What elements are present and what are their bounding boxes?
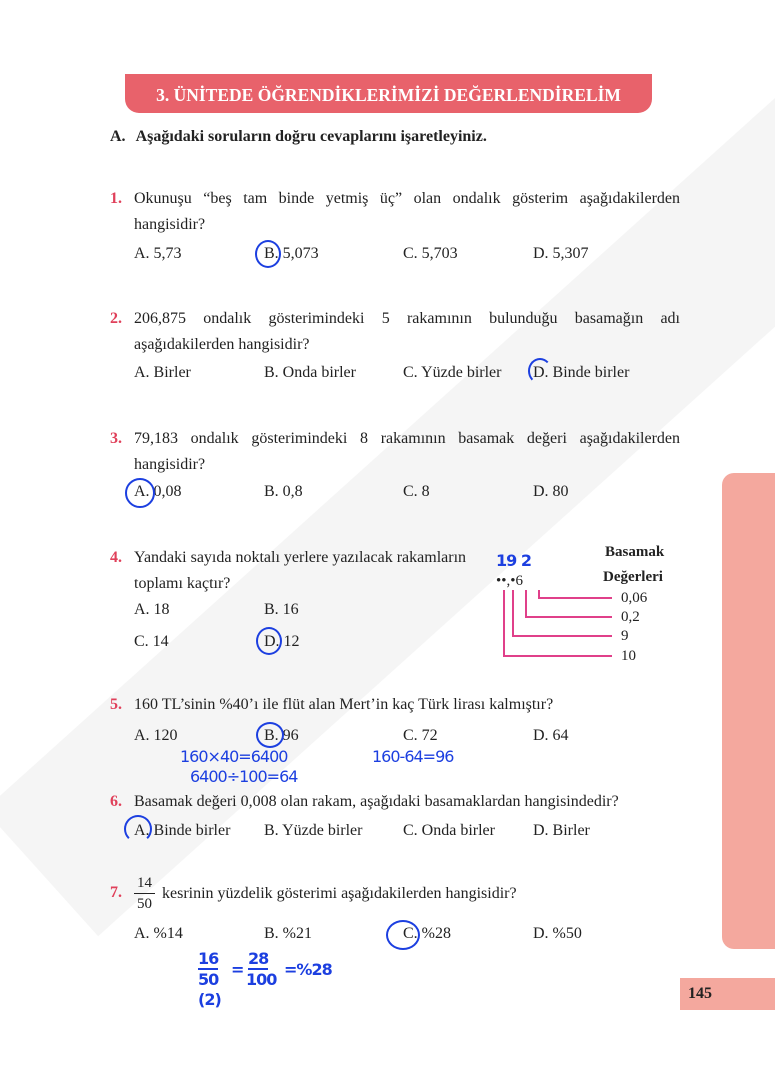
- option[interactable]: D. 5,307: [533, 245, 589, 262]
- question-4: [110, 545, 480, 597]
- option[interactable]: B. Yüzde birler: [264, 822, 363, 839]
- instruction: [110, 128, 497, 146]
- handwritten-work: 160×40=6400: [180, 747, 288, 766]
- answer-circle: [124, 815, 152, 843]
- question-text: 160 TL’sinin %40’ı ile flüt alan Mert’in kaç Türk lirası kalmıştır?: [134, 696, 554, 713]
- answer-circle: [255, 240, 281, 268]
- option[interactable]: B. Onda birler: [264, 364, 356, 381]
- option[interactable]: A. Binde birler: [134, 822, 231, 839]
- arrow-line: [525, 616, 612, 618]
- answer-circle: [125, 478, 155, 508]
- option[interactable]: C. Onda birler: [403, 822, 495, 839]
- option[interactable]: D. Binde birler: [533, 364, 630, 381]
- handwritten-work: 16: [198, 949, 219, 968]
- question-text: Yandaki sayıda noktalı yerlere yazılacak rakamların toplamı kaçtır?: [134, 549, 467, 592]
- place-value-number: ••,•6: [496, 573, 524, 589]
- handwritten-work: =%28: [284, 960, 332, 979]
- handwritten-work: (2): [198, 990, 221, 1009]
- option[interactable]: C. %28: [403, 925, 451, 942]
- handwritten-work: 100: [246, 970, 277, 989]
- arrow-line: [512, 635, 612, 637]
- option[interactable]: C. 5,703: [403, 245, 458, 262]
- option[interactable]: C. Yüzde birler: [403, 364, 502, 381]
- arrow-line: [512, 590, 514, 636]
- option[interactable]: A. 5,73: [134, 245, 182, 262]
- option[interactable]: A. 120: [134, 727, 178, 744]
- option[interactable]: B. 96: [264, 727, 299, 744]
- instruction-letter: A.: [110, 128, 126, 145]
- handwritten-work: =: [231, 960, 244, 979]
- place-value: 0,06: [621, 590, 648, 606]
- handwritten-work: 28: [248, 949, 269, 968]
- option[interactable]: D. %50: [533, 925, 582, 942]
- handwritten-work: 50: [198, 970, 219, 989]
- question-number: 6.: [110, 793, 122, 810]
- unit-header: 3. ÜNİTEDE ÖĞRENDİKLERİMİZİ DEĞERLENDİRELİM: [125, 74, 652, 113]
- fraction-denominator: 50: [137, 896, 152, 912]
- question-text: 206,875 ondalık gösterimindeki 5 rakamının bulunduğu basamağın adı aşağıdakilerden hangisidir?: [134, 310, 680, 353]
- question-text: kesrinin yüzdelik gösterimi aşağıdakilerden hangisidir?: [162, 885, 517, 902]
- place-value: 10: [621, 648, 636, 664]
- answer-circle: [256, 722, 284, 748]
- question-5: [110, 692, 680, 718]
- handwritten-work: 6400÷100=64: [190, 767, 298, 786]
- option[interactable]: B. %21: [264, 925, 312, 942]
- question-1: [110, 186, 680, 238]
- option[interactable]: A. 0,08: [134, 483, 182, 500]
- arrow-line: [538, 597, 612, 599]
- fraction: [134, 873, 155, 914]
- fraction-numerator: 14: [134, 873, 155, 894]
- question-number: 3.: [110, 430, 122, 447]
- instruction-text: Aşağıdaki soruların doğru cevaplarını işaretleyiniz.: [135, 128, 487, 145]
- answer-circle: [256, 627, 282, 655]
- option[interactable]: A. Birler: [134, 364, 191, 381]
- answer-circle: [386, 920, 420, 950]
- option[interactable]: B. 5,073: [264, 245, 319, 262]
- place-value: 9: [621, 628, 629, 644]
- option[interactable]: D. Birler: [533, 822, 590, 839]
- option[interactable]: D. 64: [533, 727, 569, 744]
- arrow-line: [525, 590, 527, 617]
- side-tab: [722, 473, 775, 949]
- question-number: 1.: [110, 190, 122, 207]
- question-3: [110, 426, 680, 478]
- question-number: 4.: [110, 549, 122, 566]
- arrow-line: [503, 590, 505, 656]
- question-text: Okunuşu “beş tam binde yetmiş üç” olan ondalık gösterim aşağıdakilerden hangisidir?: [134, 190, 680, 233]
- arrow-line: [503, 655, 612, 657]
- option[interactable]: B. 16: [264, 601, 299, 618]
- answer-circle: [528, 358, 552, 384]
- option[interactable]: D. 80: [533, 483, 569, 500]
- option[interactable]: B. 0,8: [264, 483, 303, 500]
- question-6: [110, 789, 680, 815]
- handwritten-work: 160-64=96: [372, 747, 454, 766]
- diagram-title: Basamak: [605, 544, 665, 560]
- question-number: 5.: [110, 696, 122, 713]
- place-value: 0,2: [621, 609, 640, 625]
- option[interactable]: C. 8: [403, 483, 430, 500]
- option[interactable]: A. %14: [134, 925, 183, 942]
- question-text: 79,183 ondalık gösterimindeki 8 rakamının basamak değeri aşağıdakilerden hangisidir?: [134, 430, 680, 473]
- option[interactable]: C. 72: [403, 727, 438, 744]
- option[interactable]: A. 18: [134, 601, 170, 618]
- option[interactable]: D. 12: [264, 633, 300, 650]
- question-text: Basamak değeri 0,008 olan rakam, aşağıdaki basamaklardan hangisindedir?: [134, 793, 619, 810]
- handwritten-digits: 19 2: [496, 551, 531, 570]
- option[interactable]: C. 14: [134, 633, 169, 650]
- question-number: 2.: [110, 310, 122, 327]
- question-number: 7.: [110, 884, 122, 901]
- question-2: [110, 306, 680, 358]
- page-number: 145: [680, 978, 775, 1010]
- diagram-title: Değerleri: [603, 569, 663, 585]
